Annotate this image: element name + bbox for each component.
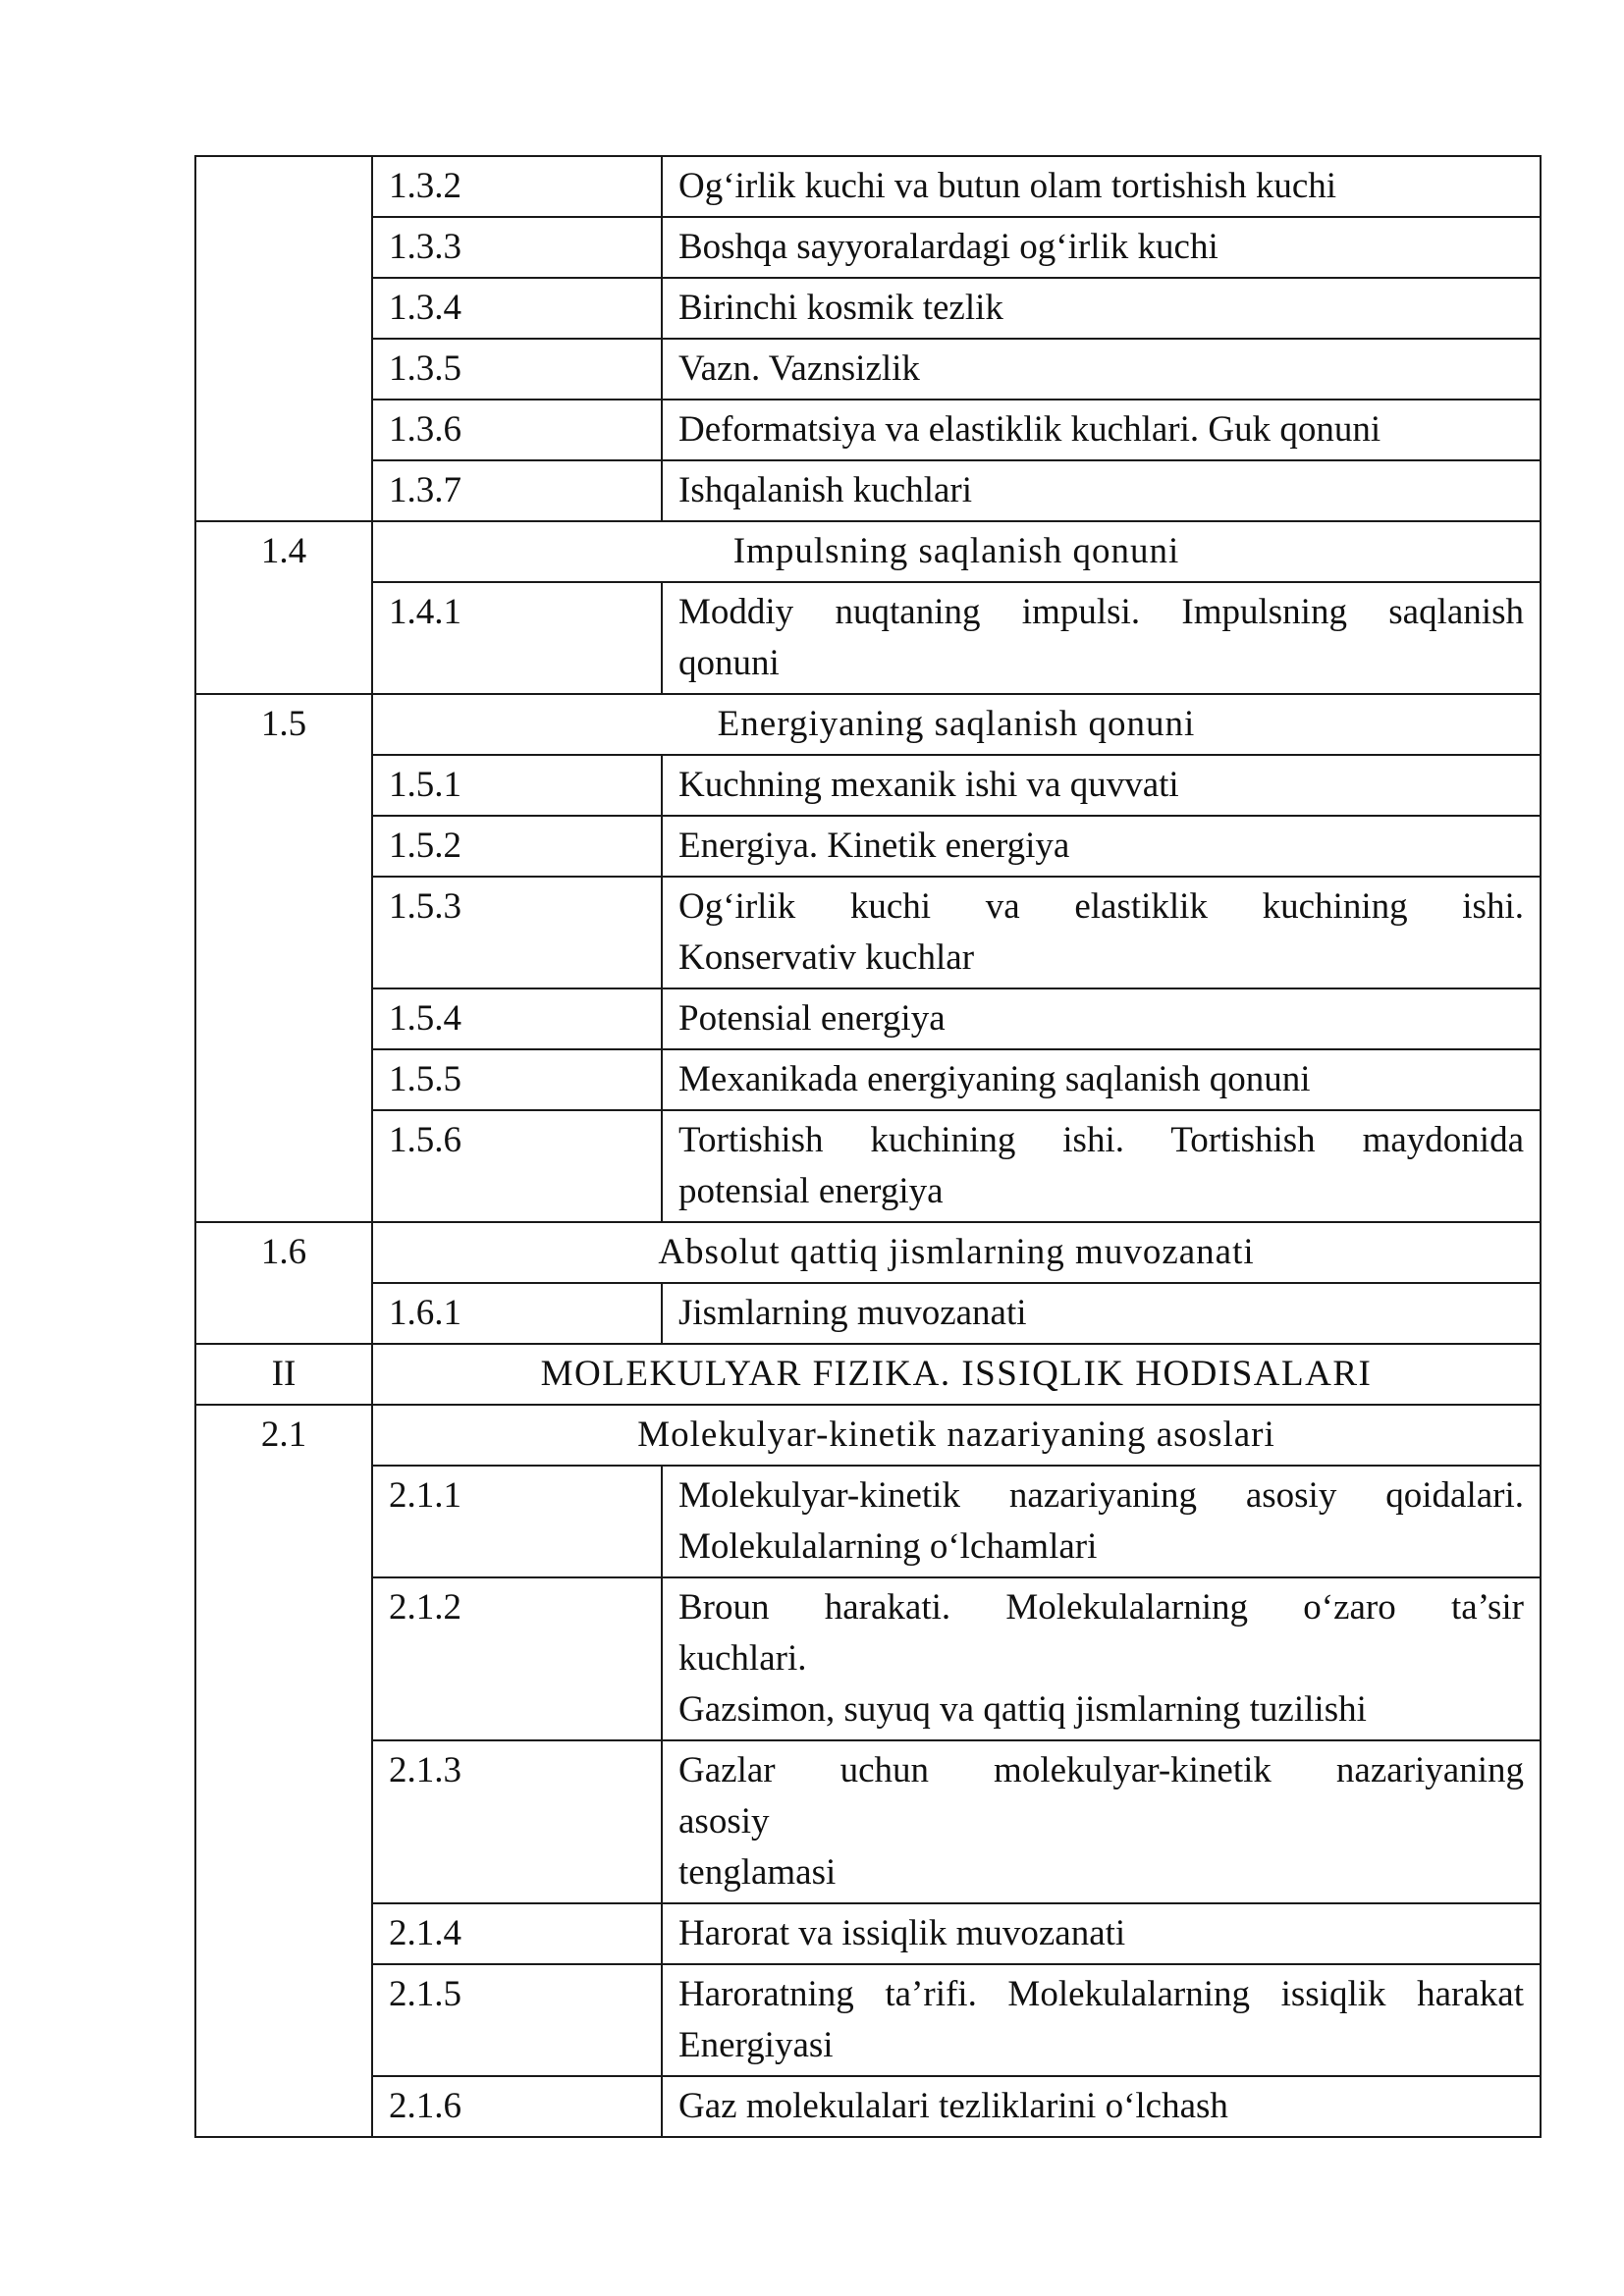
topic-number: 1.3.7 [372,460,662,521]
topic-number: 1.3.3 [372,217,662,278]
topic-title-line: Og‘irlik kuchi va elastiklik kuchining ishi. [678,886,1524,927]
topic-row [195,1283,1541,1344]
topic-row [195,1577,1541,1740]
topic-number: 1.5.4 [372,988,662,1049]
topic-number: 1.5.5 [372,1049,662,1110]
topic-title-line: qonuni [678,643,780,683]
topic-title-line: Kuchning mexanik ishi va quvvati [678,765,1179,805]
topic-title-line: Birinchi kosmik tezlik [678,288,1003,328]
topic-title-line: asosiy [678,1801,770,1842]
topic-title-line: Konservativ kuchlar [678,937,975,978]
topic-row [195,877,1541,988]
topic-row [195,217,1541,278]
topic-row [195,460,1541,521]
topic-title [662,339,1541,400]
topic-number: 2.1.4 [372,1903,662,1964]
topic-title-line: Potensial energiya [678,998,946,1039]
topic-title-line: Ishqalanish kuchlari [678,470,972,510]
topic-title-line: Harorat va issiqlik muvozanati [678,1913,1126,1953]
topic-row [195,1466,1541,1577]
topic-row [195,1740,1541,1903]
topic-title-line: Gazlar uchun molekulyar-kinetik nazariyaning [678,1750,1524,1790]
section-row [195,1405,1541,1466]
topic-number: 1.5.3 [372,877,662,988]
topic-title-line: Vazn. Vaznsizlik [678,348,920,389]
topic-number: 1.3.6 [372,400,662,460]
topic-row [195,339,1541,400]
topic-number: 1.3.5 [372,339,662,400]
topic-row [195,1110,1541,1222]
chapter-title: MOLEKULYAR FIZIKA. ISSIQLIK HODISALARI [372,1344,1541,1405]
topic-title-line: Molekulyar-kinetik nazariyaning asosiy qoidalari. [678,1475,1524,1516]
topic-title-line: Tortishish kuchining ishi. Tortishish maydonida [678,1120,1524,1160]
topic-number: 1.4.1 [372,582,662,694]
section-title: Molekulyar-kinetik nazariyaning asoslari [372,1405,1541,1466]
topic-title [662,1740,1541,1903]
topic-number: 1.5.6 [372,1110,662,1222]
topic-title-line: Energiyasi [678,2025,834,2065]
section-title: Impulsning saqlanish qonuni [372,521,1541,582]
topic-row [195,156,1541,217]
section-number-continued [195,156,372,521]
topic-title-line: Og‘irlik kuchi va butun olam tortishish kuchi [678,166,1337,206]
chapter-number: II [195,1344,372,1405]
chapter-row [195,1344,1541,1405]
topic-title-line: Gaz molekulalari tezliklarini o‘lchash [678,2086,1228,2126]
topic-title-line: Boshqa sayyoralardagi og‘irlik kuchi [678,227,1218,267]
topic-title [662,400,1541,460]
topic-row [195,816,1541,877]
section-row [195,521,1541,582]
topic-number: 2.1.6 [372,2076,662,2137]
topic-number: 2.1.2 [372,1577,662,1740]
topic-title [662,816,1541,877]
topic-title [662,1283,1541,1344]
topic-number: 2.1.5 [372,1964,662,2076]
topic-title [662,217,1541,278]
topic-title-line: Deformatsiya va elastiklik kuchlari. Guk qonuni [678,409,1381,450]
section-number: 1.5 [195,694,372,1222]
topic-row [195,2076,1541,2137]
topic-number: 1.5.2 [372,816,662,877]
topic-row [195,1964,1541,2076]
section-row [195,694,1541,755]
topic-title-line: Broun harakati. Molekulalarning o‘zaro ta’sir [678,1587,1524,1628]
topic-row [195,1903,1541,1964]
section-number: 2.1 [195,1405,372,2137]
section-title: Energiyaning saqlanish qonuni [372,694,1541,755]
topic-title-line: Gazsimon, suyuq va qattiq jismlarning tuzilishi [678,1689,1367,1730]
topic-row [195,278,1541,339]
topic-title [662,2076,1541,2137]
section-row [195,1222,1541,1283]
section-number: 1.6 [195,1222,372,1344]
topic-row [195,1049,1541,1110]
topic-number: 1.3.2 [372,156,662,217]
topic-number: 1.3.4 [372,278,662,339]
topic-title [662,755,1541,816]
topic-title [662,1049,1541,1110]
topic-title-line: Mexanikada energiyaning saqlanish qonuni [678,1059,1311,1099]
topic-title-line: kuchlari. [678,1638,807,1679]
topic-number: 2.1.3 [372,1740,662,1903]
topic-title [662,1110,1541,1222]
section-title: Absolut qattiq jismlarning muvozanati [372,1222,1541,1283]
topic-number: 1.6.1 [372,1283,662,1344]
topic-title [662,877,1541,988]
topic-title-line: potensial energiya [678,1171,944,1211]
topic-title-line: Haroratning ta’rifi. Molekulalarning issiqlik harakat [678,1974,1524,2014]
topic-row [195,755,1541,816]
topic-number: 2.1.1 [372,1466,662,1577]
topic-row [195,400,1541,460]
section-number: 1.4 [195,521,372,694]
topic-row [195,582,1541,694]
topic-number: 1.5.1 [372,755,662,816]
topic-title [662,1577,1541,1740]
topic-title [662,460,1541,521]
topics-table [194,155,1542,2138]
topic-title [662,1466,1541,1577]
topic-title [662,582,1541,694]
topic-title [662,156,1541,217]
topic-title [662,1964,1541,2076]
topic-title [662,988,1541,1049]
topic-title-line: tenglamasi [678,1852,837,1893]
topic-title [662,278,1541,339]
topic-title [662,1903,1541,1964]
topic-title-line: Moddiy nuqtaning impulsi. Impulsning saqlanish [678,592,1524,632]
topic-row [195,988,1541,1049]
topic-title-line: Energiya. Kinetik energiya [678,826,1070,866]
topics-table-body [195,156,1541,2137]
topic-title-line: Jismlarning muvozanati [678,1293,1027,1333]
topic-title-line: Molekulalarning o‘lchamlari [678,1526,1098,1567]
